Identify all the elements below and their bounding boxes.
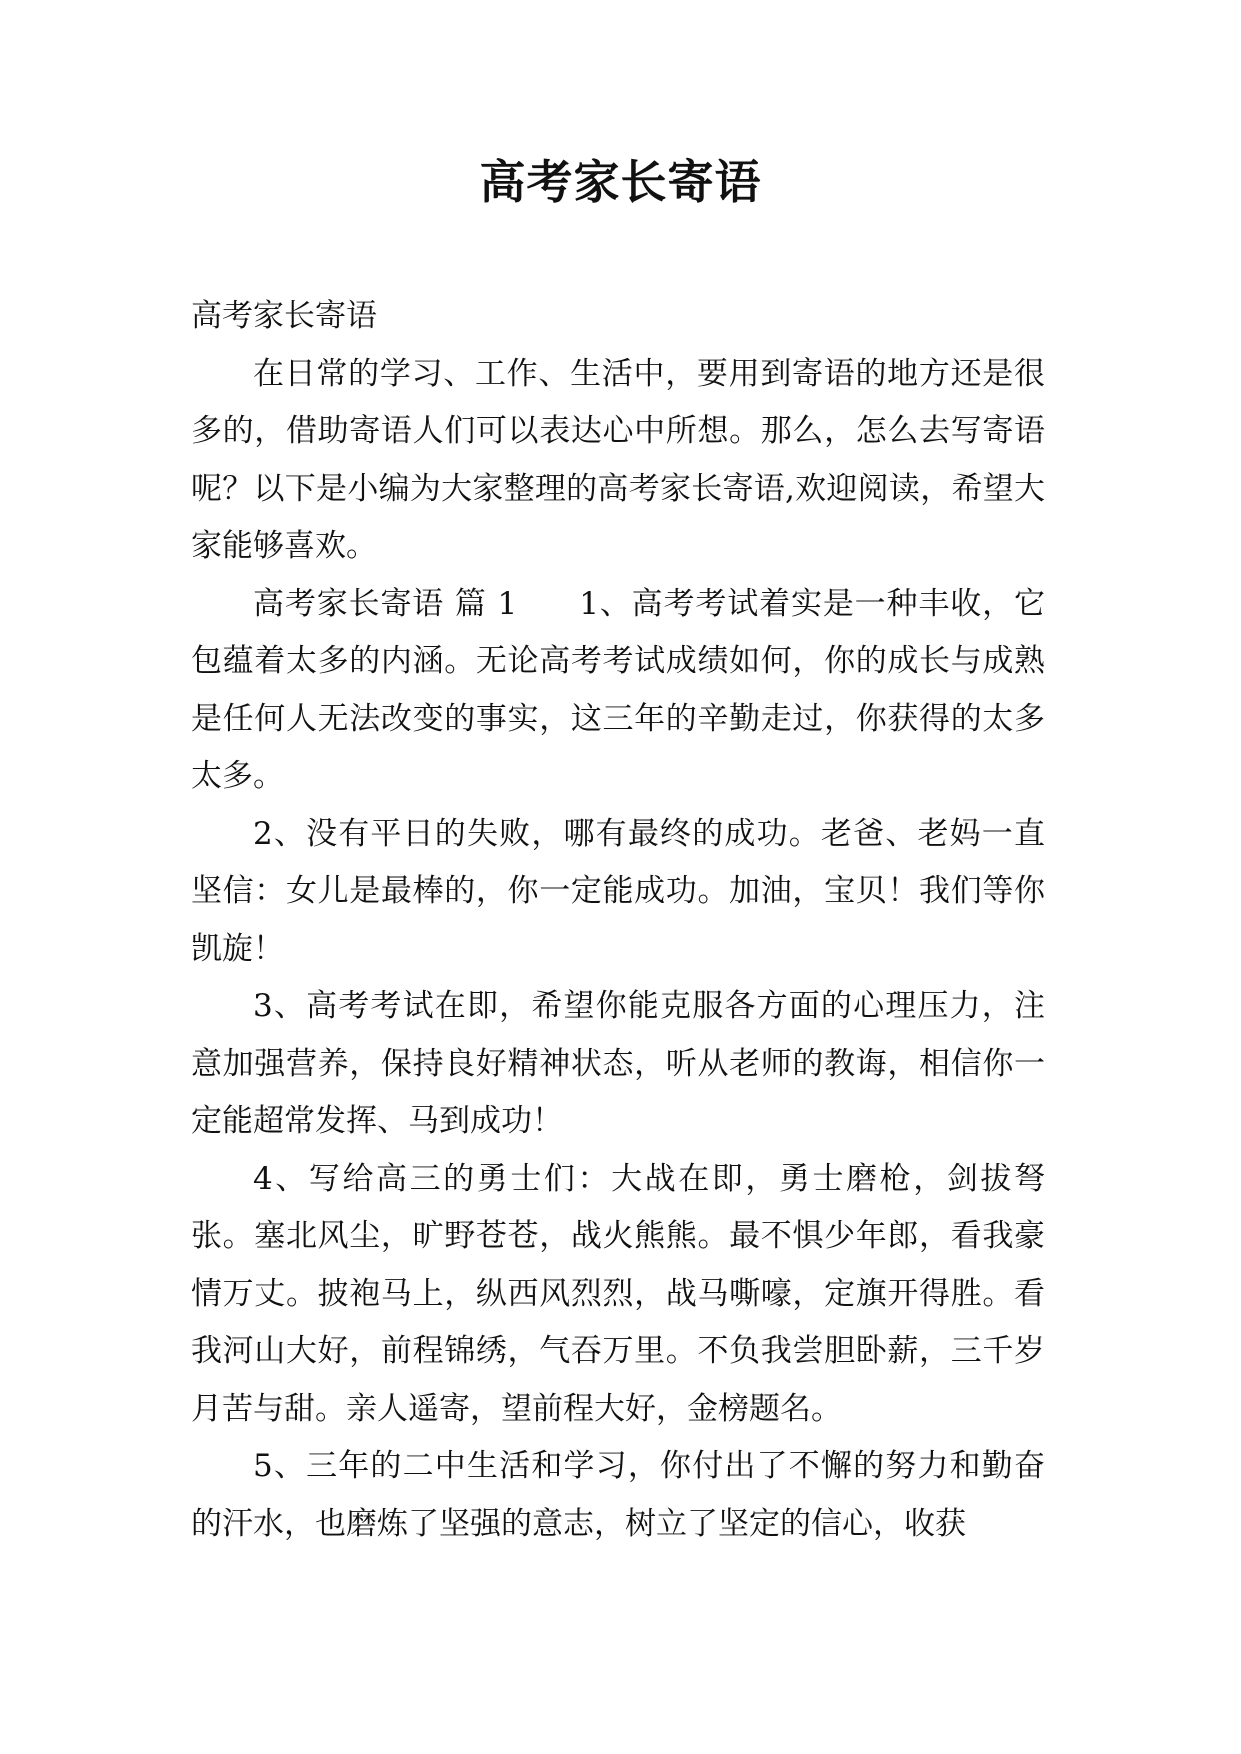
message-2-paragraph: 2、没有平日的失败，哪有最终的成功。老爸、老妈一直坚信：女儿是最棒的，你一定能成功。加油，宝贝！我们等你凯旋！ xyxy=(191,815,1045,967)
message-3-paragraph: 3、高考考试在即，希望你能克服各方面的心理压力，注意加强营养，保持良好精神状态，听从老师的教诲，相信你一定能超常发挥、马到成功！ xyxy=(191,988,1045,1139)
document-body xyxy=(191,288,1045,1553)
section-1-paragraph xyxy=(191,576,1045,806)
section-heading: 高考家长寄语 篇 1 xyxy=(253,585,518,622)
message-5-paragraph: 5、三年的二中生活和学习，你付出了不懈的努力和勤奋的汗水，也磨炼了坚强的意志，树立了坚定的信心，收获 xyxy=(191,1448,1045,1542)
document-subtitle: 高考家长寄语 xyxy=(191,298,377,334)
message-1-text: 1、高考考试着实是一种丰收，它包蕴着太多的内涵。无论高考考试成绩如何，你的成长与成熟是任何人无法改变的事实，这三年的辛勤走过，你获得的太多太多。 xyxy=(191,585,1045,794)
document-title: 高考家长寄语 xyxy=(479,155,762,209)
message-4-paragraph: 4、写给高三的勇士们：大战在即，勇士磨枪，剑拔弩张。塞北风尘，旷野苍苍，战火熊熊。最不惧少年郎，看我豪情万丈。披袍马上，纵西风烈烈，战马嘶嚎，定旗开得胜。看我河山大好，前程锦绣，气吞万里。不负我尝胆卧薪，三千岁月苦与甜。亲人遥寄，望前程大好，金榜题名。 xyxy=(191,1160,1045,1427)
intro-paragraph: 在日常的学习、工作、生活中，要用到寄语的地方还是很多的，借助寄语人们可以表达心中所想。那么，怎么去写寄语呢？以下是小编为大家整理的高考家长寄语,欢迎阅读，希望大家能够喜欢。 xyxy=(191,355,1045,564)
